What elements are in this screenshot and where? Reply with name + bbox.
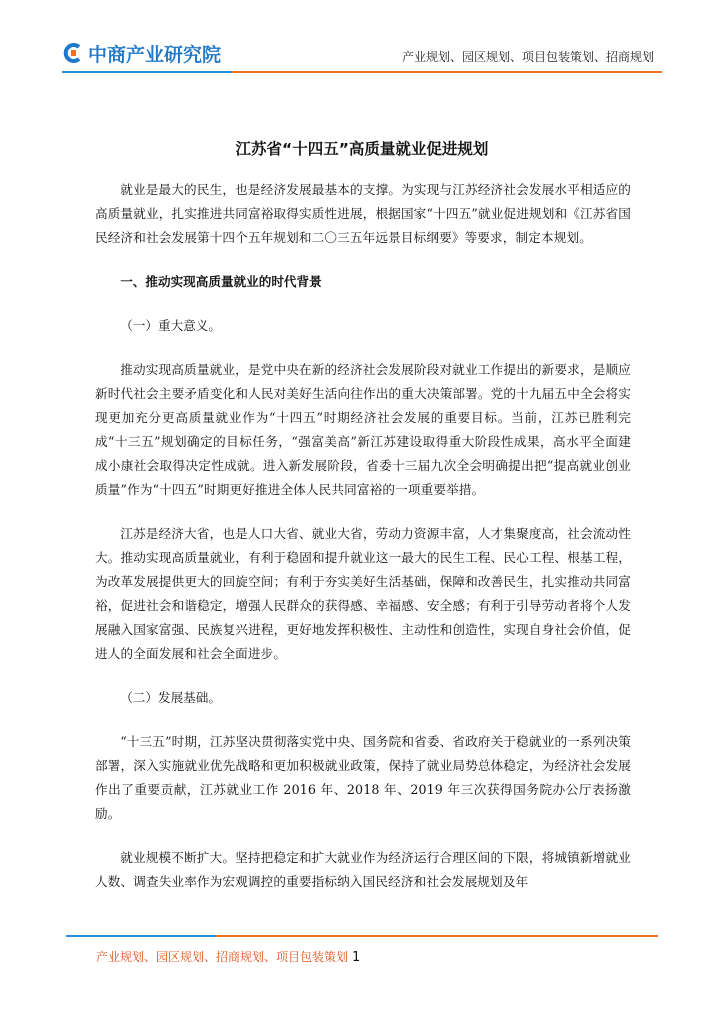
page-header [0, 0, 724, 80]
footer-tagline: 产业规划、园区规划、招商规划、项目包装策划 [96, 950, 349, 964]
company-logo [62, 40, 221, 66]
section-heading: 一、推动实现高质量就业的时代背景 [120, 274, 322, 289]
header-line-orange [232, 71, 662, 73]
body-paragraph: “十三五”时期，江苏坚决贯彻落实党中央、国务院和省委、省政府关于稳就业的一系列决策部署，深入实施就业优先战略和更加积极就业政策，保持了就业局势总体稳定，为经济社会发展作出了重要贡献，江苏就业工作 2016 年、2018 年、2019 年三次获得国务院办公厅表扬激励。 [95, 734, 631, 821]
document-title: 江苏省“十四五”高质量就业促进规划 [235, 140, 489, 158]
logo-c-icon [62, 42, 84, 64]
body-paragraph: 就业规模不断扩大。坚持把稳定和扩大就业作为经济运行合理区间的下限，将城镇新增就业人数、调查失业率作为宏观调控的重要指标纳入国民经济和社会发展规划及年 [95, 850, 631, 889]
page-number: 1 [352, 950, 361, 965]
page-footer [96, 948, 360, 965]
header-tagline: 产业规划、园区规划、项目包装策划、招商规划 [401, 50, 654, 64]
body-paragraph: 推动实现高质量就业，是党中央在新的经济社会发展阶段对就业工作提出的新要求，是顺应新时代社会主要矛盾变化和人民对美好生活向往作出的重大决策部署。党的十九届五中全会将实现更加充分更高质量就业作为“十四五”时期经济社会发展的重要目标。当前，江苏已胜利完成“十三五”规划确定的目标任务，“强富美高”新江苏建设取得重大阶段性成果，高水平全面建成小康社会取得决定性成就。进入新发展阶段，省委十三届九次全会明确提出把“提高就业创业质量”作为“十四五”时期更好推进全体人民共同富裕的一项重要举措。 [95, 362, 631, 497]
footer-line-blue [66, 935, 216, 937]
subsection-heading: （一）重大意义。 [120, 318, 221, 333]
document-body [95, 178, 631, 914]
footer-line-orange [216, 935, 658, 937]
header-line-blue [62, 71, 232, 73]
intro-paragraph: 就业是最大的民生，也是经济发展最基本的支撑。为实现与江苏经济社会发展水平相适应的高质量就业，扎实推进共同富裕取得实质性进展，根据国家“十四五”就业促进规划和《江苏省国民经济和社会发展第十四个五年规划和二〇三五年远景目标纲要》等要求，制定本规划。 [95, 182, 631, 245]
logo-text: 中商产业研究院 [88, 43, 222, 66]
body-paragraph: 江苏是经济大省，也是人口大省、就业大省，劳动力资源丰富，人才集聚度高，社会流动性大。推动实现高质量就业，有利于稳固和提升就业这一最大的民生工程、民心工程、根基工程，为改革发展提供更大的回旋空间；有利于夯实美好生活基础，保障和改善民生，扎实推动共同富裕，促进社会和谐稳定，增强人民群众的获得感、幸福感、安全感；有利于引导劳动者将个人发展融入国家富强、民族复兴进程，更好地发挥积极性、主动性和创造性，实现自身社会价值，促进人的全面发展和社会全面进步。 [95, 526, 631, 661]
subsection-heading: （二）发展基础。 [120, 690, 221, 705]
